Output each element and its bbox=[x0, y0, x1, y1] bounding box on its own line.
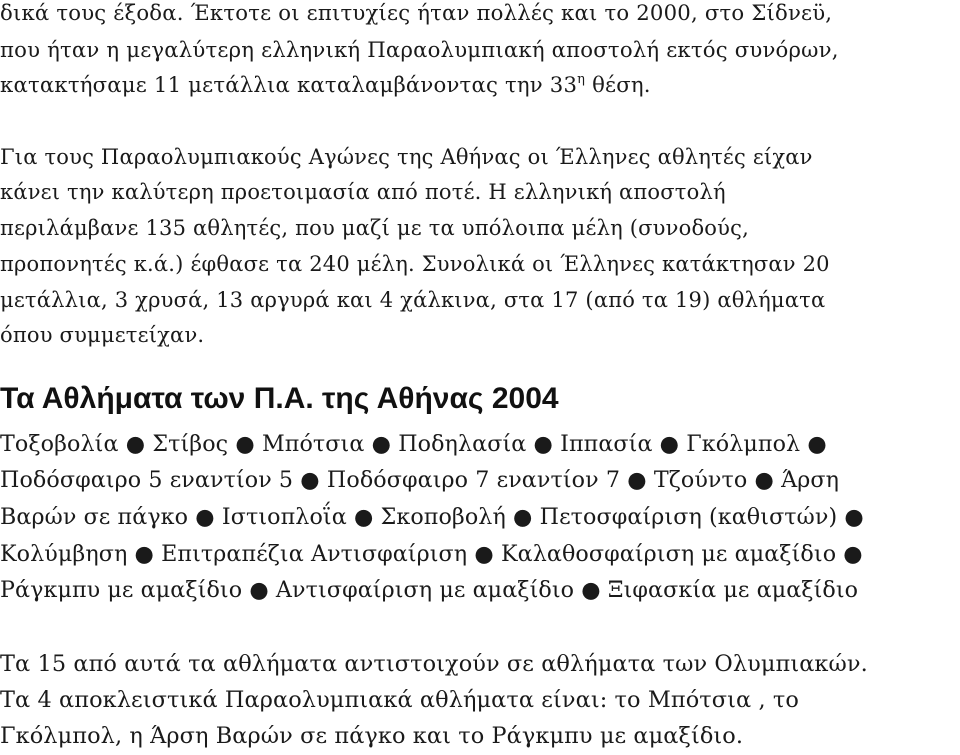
sports-line-2: Ποδόσφαιρο 5 εναντίον 5 ● Ποδόσφαιρο 7 εναντίον 7 ● Τζούντο ● Άρση bbox=[0, 467, 839, 493]
intro-line-3-end: θέση. bbox=[585, 72, 651, 97]
section-heading: Τα Αθλήματα των Π.Α. της Αθήνας 2004 bbox=[0, 382, 559, 415]
ordinal-superscript: η bbox=[577, 72, 586, 87]
intro-line-3-text: κατακτήσαμε 11 μετάλλια καταλαμβάνοντας την 33 bbox=[0, 72, 578, 97]
athens-line-6: όπου συμμετείχαν. bbox=[0, 323, 205, 347]
sports-line-4: Κολύμβηση ● Επιτραπέζια Αντισφαίριση ● Καλαθοσφαίριση με αμαξίδιο ● bbox=[0, 541, 863, 567]
intro-line-1: δικά τους έξοδα. Έκτοτε οι επιτυχίες ήταν πολλές και το 2000, στο Σίδνεϋ, bbox=[0, 0, 833, 25]
sports-line-3: Βαρών σε πάγκο ● Ιστιοπλοΐα ● Σκοποβολή ● Πετοσφαίριση (καθιστών) ● bbox=[0, 504, 864, 530]
closing-line-3: Γκόλμπολ, η Άρση Βαρών σε πάγκο και το Ράγκμπυ με αμαξίδιο. bbox=[0, 723, 744, 749]
closing-line-2: Τα 4 αποκλειστικά Παραολυμπιακά αθλήματα είναι: το Μπότσια , το bbox=[0, 687, 799, 713]
intro-line-3 bbox=[0, 74, 651, 95]
athens-line-3: περιλάμβανε 135 αθλητές, που μαζί με τα υπόλοιπα μέλη (συνοδούς, bbox=[0, 216, 749, 240]
athens-line-2: κάνει την καλύτερη προετοιμασία από ποτέ. Η ελληνική αποστολή bbox=[0, 180, 726, 204]
sports-line-1: Τοξοβολία ● Στίβος ● Μπότσια ● Ποδηλασία ● Ιππασία ● Γκόλμπολ ● bbox=[0, 431, 827, 457]
sports-line-5: Ράγκμπυ με αμαξίδιο ● Αντισφαίριση με αμαξίδιο ● Ξιφασκία με αμαξίδιο bbox=[0, 577, 859, 603]
athens-line-4: προπονητές κ.ά.) έφθασε τα 240 μέλη. Συνολικά οι Έλληνες κατάκτησαν 20 bbox=[0, 252, 830, 276]
closing-line-1: Τα 15 από αυτά τα αθλήματα αντιστοιχούν σε αθλήματα των Ολυμπιακών. bbox=[0, 651, 868, 677]
athens-line-5: μετάλλια, 3 χρυσά, 13 αργυρά και 4 χάλκινα, στα 17 (από τα 19) αθλήματα bbox=[0, 288, 826, 312]
athens-line-1: Για τους Παραολυμπιακούς Αγώνες της Αθήνας οι Έλληνες αθλητές είχαν bbox=[0, 145, 813, 169]
intro-line-2: που ήταν η μεγαλύτερη ελληνική Παραολυμπιακή αποστολή εκτός συνόρων, bbox=[0, 37, 839, 62]
